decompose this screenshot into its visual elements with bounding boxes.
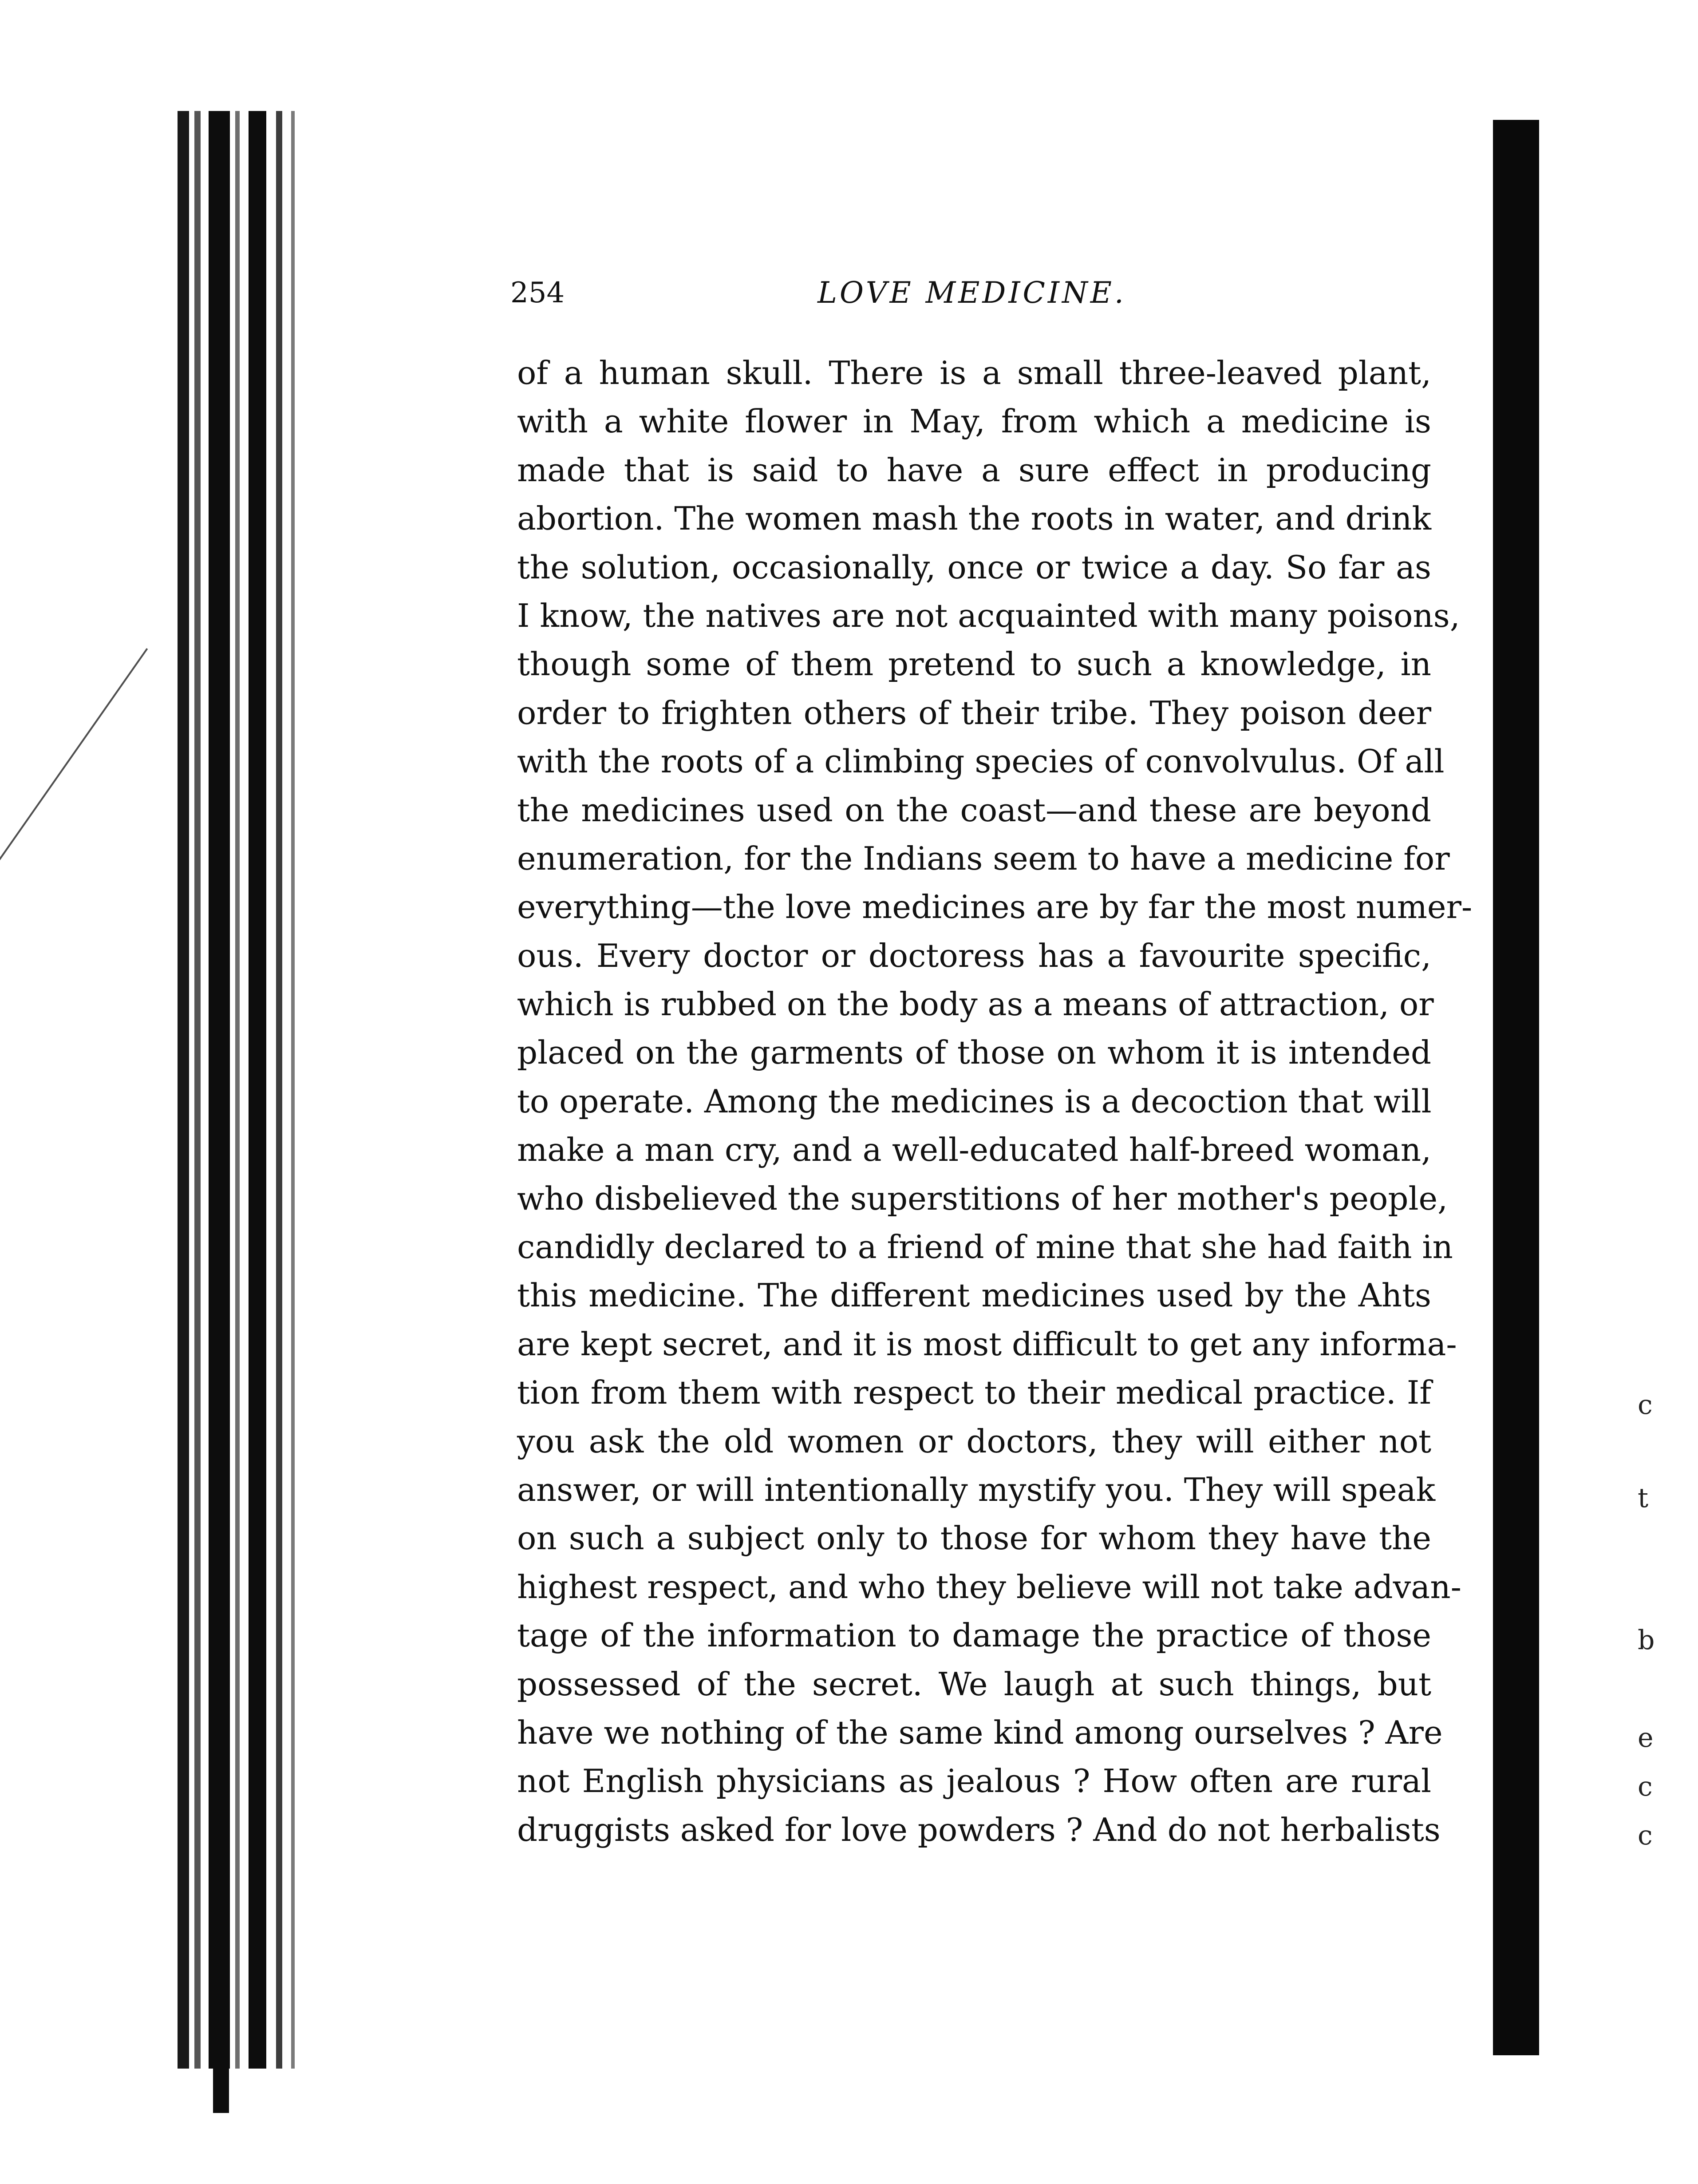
text-line: made that is said to have a sure effect in producing — [517, 451, 1431, 489]
gutter-bar — [209, 111, 230, 2069]
text-line: candidly declared to a friend of mine that she had faith in — [517, 1228, 1453, 1266]
facing-page-fragment: b — [1638, 1625, 1655, 1656]
text-line: which is rubbed on the body as a means of attraction, or — [517, 985, 1434, 1023]
facing-page-fragment: c — [1638, 1771, 1653, 1802]
running-head — [510, 273, 1433, 313]
text-line: to operate. Among the medicines is a decoction that will — [517, 1082, 1432, 1120]
text-line: make a man cry, and a well-educated half-breed woman, — [517, 1131, 1431, 1169]
text-line: answer, or will intentionally mystify you. They will speak — [517, 1471, 1436, 1508]
text-line: on such a subject only to those for whom they have the — [517, 1519, 1431, 1557]
text-line: not English physicians as jealous ? How often are rural — [517, 1762, 1431, 1800]
gutter-tab — [213, 2033, 229, 2113]
text-line: I know, the natives are not acquainted with many poisons, — [517, 597, 1460, 634]
gutter-bar — [291, 111, 295, 2069]
text-line: though some of them pretend to such a knowledge, in — [517, 645, 1431, 683]
text-line: of a human skull. There is a small three-leaved plant, — [517, 354, 1431, 392]
gutter-bar — [235, 111, 240, 2069]
text-line: are kept secret, and it is most difficult to get any informa- — [517, 1325, 1457, 1363]
facing-page-fragment: t — [1638, 1483, 1649, 1514]
text-line: everything—the love medicines are by far the most numer- — [517, 888, 1473, 926]
text-line: the solution, occasionally, once or twice a day. So far as — [517, 548, 1431, 586]
text-line: ous. Every doctor or doctoress has a favourite specific, — [517, 937, 1431, 974]
text-line: druggists asked for love powders ? And do not herbalists — [517, 1811, 1441, 1848]
text-line: this medicine. The different medicines used by the Ahts — [517, 1277, 1431, 1314]
text-line: highest respect, and who they believe will not take advan- — [517, 1568, 1461, 1606]
gutter-bar — [178, 111, 189, 2069]
facing-page-fragment: c — [1638, 1389, 1653, 1420]
chapter-title: LOVE MEDICINE. — [817, 276, 1126, 310]
text-line: order to frighten others of their tribe. They poison deer — [517, 694, 1431, 732]
facing-page-fragment: c — [1638, 1820, 1653, 1851]
text-line: abortion. The women mash the roots in water, and drink — [517, 500, 1431, 538]
gutter-bar — [276, 111, 282, 2069]
facing-page-fragment: e — [1638, 1722, 1654, 1753]
text-line: you ask the old women or doctors, they will either not — [517, 1422, 1431, 1460]
body-text — [517, 349, 1473, 1854]
text-line: enumeration, for the Indians seem to have a medicine for — [517, 839, 1450, 877]
text-line: tion from them with respect to their medical practice. If — [517, 1374, 1431, 1412]
text-line: tage of the information to damage the practice of those — [517, 1617, 1431, 1654]
right-edge-bar — [1493, 120, 1539, 2055]
binding-gutter — [160, 111, 306, 2069]
text-line: placed on the garments of those on whom it is intended — [517, 1034, 1431, 1072]
page-number: 254 — [510, 277, 565, 309]
text-line: have we nothing of the same kind among ourselves ? Are — [517, 1713, 1443, 1751]
text-line: the medicines used on the coast—and these are beyond — [517, 791, 1431, 829]
text-line: who disbelieved the superstitions of her mother's people, — [517, 1179, 1448, 1217]
text-line: possessed of the secret. We laugh at such things, but — [517, 1665, 1431, 1703]
pencil-stroke — [0, 648, 148, 962]
text-line: with a white flower in May, from which a medicine is — [517, 403, 1431, 440]
gutter-bar — [249, 111, 266, 2069]
gutter-bar — [194, 111, 201, 2069]
text-line: with the roots of a climbing species of convolvulus. Of all — [517, 743, 1445, 780]
